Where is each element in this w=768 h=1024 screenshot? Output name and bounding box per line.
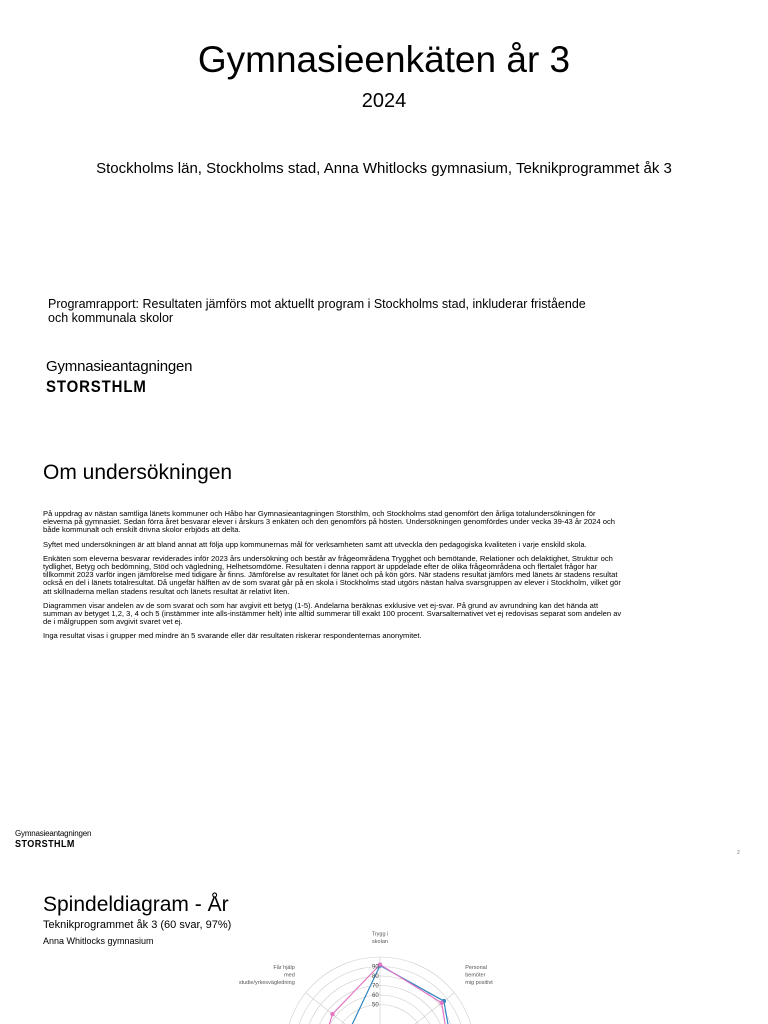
logo-line2: STORSTHLM [15, 839, 75, 850]
logo-line1: Gymnasieantagningen [46, 358, 193, 375]
radar-point [439, 1001, 443, 1005]
radar-point [330, 1012, 334, 1016]
storsthlm-logo-footer [15, 829, 91, 851]
logo-line2: STORSTHLM [46, 377, 147, 396]
about-heading: Om undersökningen [43, 461, 233, 484]
about-paragraph: Syftet med undersökningen är att bland annat att följa upp kommunernas mål för verksamheten samt att utveckla den pedagogiska kvaliteten i varje enskild skola. [43, 539, 587, 549]
radar-chart [200, 928, 570, 1024]
about-paragraph: Enkäten som eleverna besvarar reviderades inför 2023 års undersökning och består av frågeområdena Trygghet och bemötande, Relationer och delaktighet, Struktur och tydlighet, Betyg och bedömning, Stöd och vägledning, Helhetsomdöme. Resultaten i denna rapport är uppdelade efter de olika frågeområdena och flertalet frågor har tillkommit 2023 varför ingen jämförelse med tidigare år finns. Jämförelse av resultatet för länet och på kön görs. När stadens resultat jämförs med länets är stadens resultat också en del i länets totalresultat. Då ungefär hälften av de som svarat går på en skola i Stockholms stad utgörs nästan halva svarsgruppen av elever i Stockholm, vilket gör att skillnaderna mellan stadens resultat och länets resultat är relativt liten. [43, 553, 621, 596]
report-title: Gymnasieenkäten år 3 [197, 39, 571, 80]
radar-tick-label: 80 [372, 974, 379, 980]
logo-line1: Gymnasieantagningen [15, 829, 92, 838]
program-description-line1: Programrapport: Resultaten jämförs mot aktuellt program i Stockholms stad, inkluderar fristående [48, 297, 586, 311]
program-description [48, 298, 628, 325]
radar-tick-label: 50 [372, 1002, 379, 1009]
radar-tick-label: 70 [372, 983, 379, 990]
radar-axis-label: Personal bemöter mig positivt [465, 965, 493, 987]
storsthlm-logo [46, 358, 192, 398]
about-paragraph: På uppdrag av nästan samtliga länets kommuner och Håbo har Gymnasieantagningen Storsthlm, och Stockholms stad genomfört den årliga totalundersökningen för eleverna på gymnasiet. Sedan förra året besvarar elever i årskurs 3 enkäten och den genomförs på hösten. Undersökningen genomfördes under vecka 39-43 år 2024 och både kommunalt och enskilt drivna skolor erbjöds att delta. [43, 509, 615, 535]
about-paragraph: Diagrammen visar andelen av de som svarat och som har avgivit ett betyg (1-5). Andelarna beräknas exklusive vet ej-svar. På grund av avrundning kan det hända att summan av betyget 1,2, 3, 4 och 5 (instämmer inte alls-instämmer helt) inte alltid summerar till exakt 100 procent. Svarsalternativet vet ej redovisas separat som andelen av de i målgruppen som avgivit svaret vet ej. [43, 600, 622, 627]
radar-axis-label: Trygg i skolan [371, 931, 389, 945]
radar-tick-label: 60 [372, 993, 379, 999]
program-description-line2: och kommunala skolor [48, 310, 174, 325]
radar-axis-label: Får hjälp med studie/yrkesvägledning [238, 965, 295, 987]
spider-subtitle: Teknikprogrammet åk 3 (60 svar, 97%) [43, 919, 232, 931]
spider-heading: Spindeldiagram - År [43, 893, 229, 916]
page-number: 2 [737, 850, 740, 856]
about-body [43, 510, 623, 647]
radar-tick-label: 90 [372, 964, 379, 971]
about-paragraph: Inga resultat visas i grupper med mindre än 5 svarande eller där resultaten riskerar respondenternas anonymitet. [43, 631, 422, 641]
report-year: 2024 [361, 90, 407, 112]
report-scope: Stockholms län, Stockholms stad, Anna Whitlocks gymnasium, Teknikprogrammet åk 3 [96, 160, 672, 177]
spider-school: Anna Whitlocks gymnasium [43, 936, 154, 946]
